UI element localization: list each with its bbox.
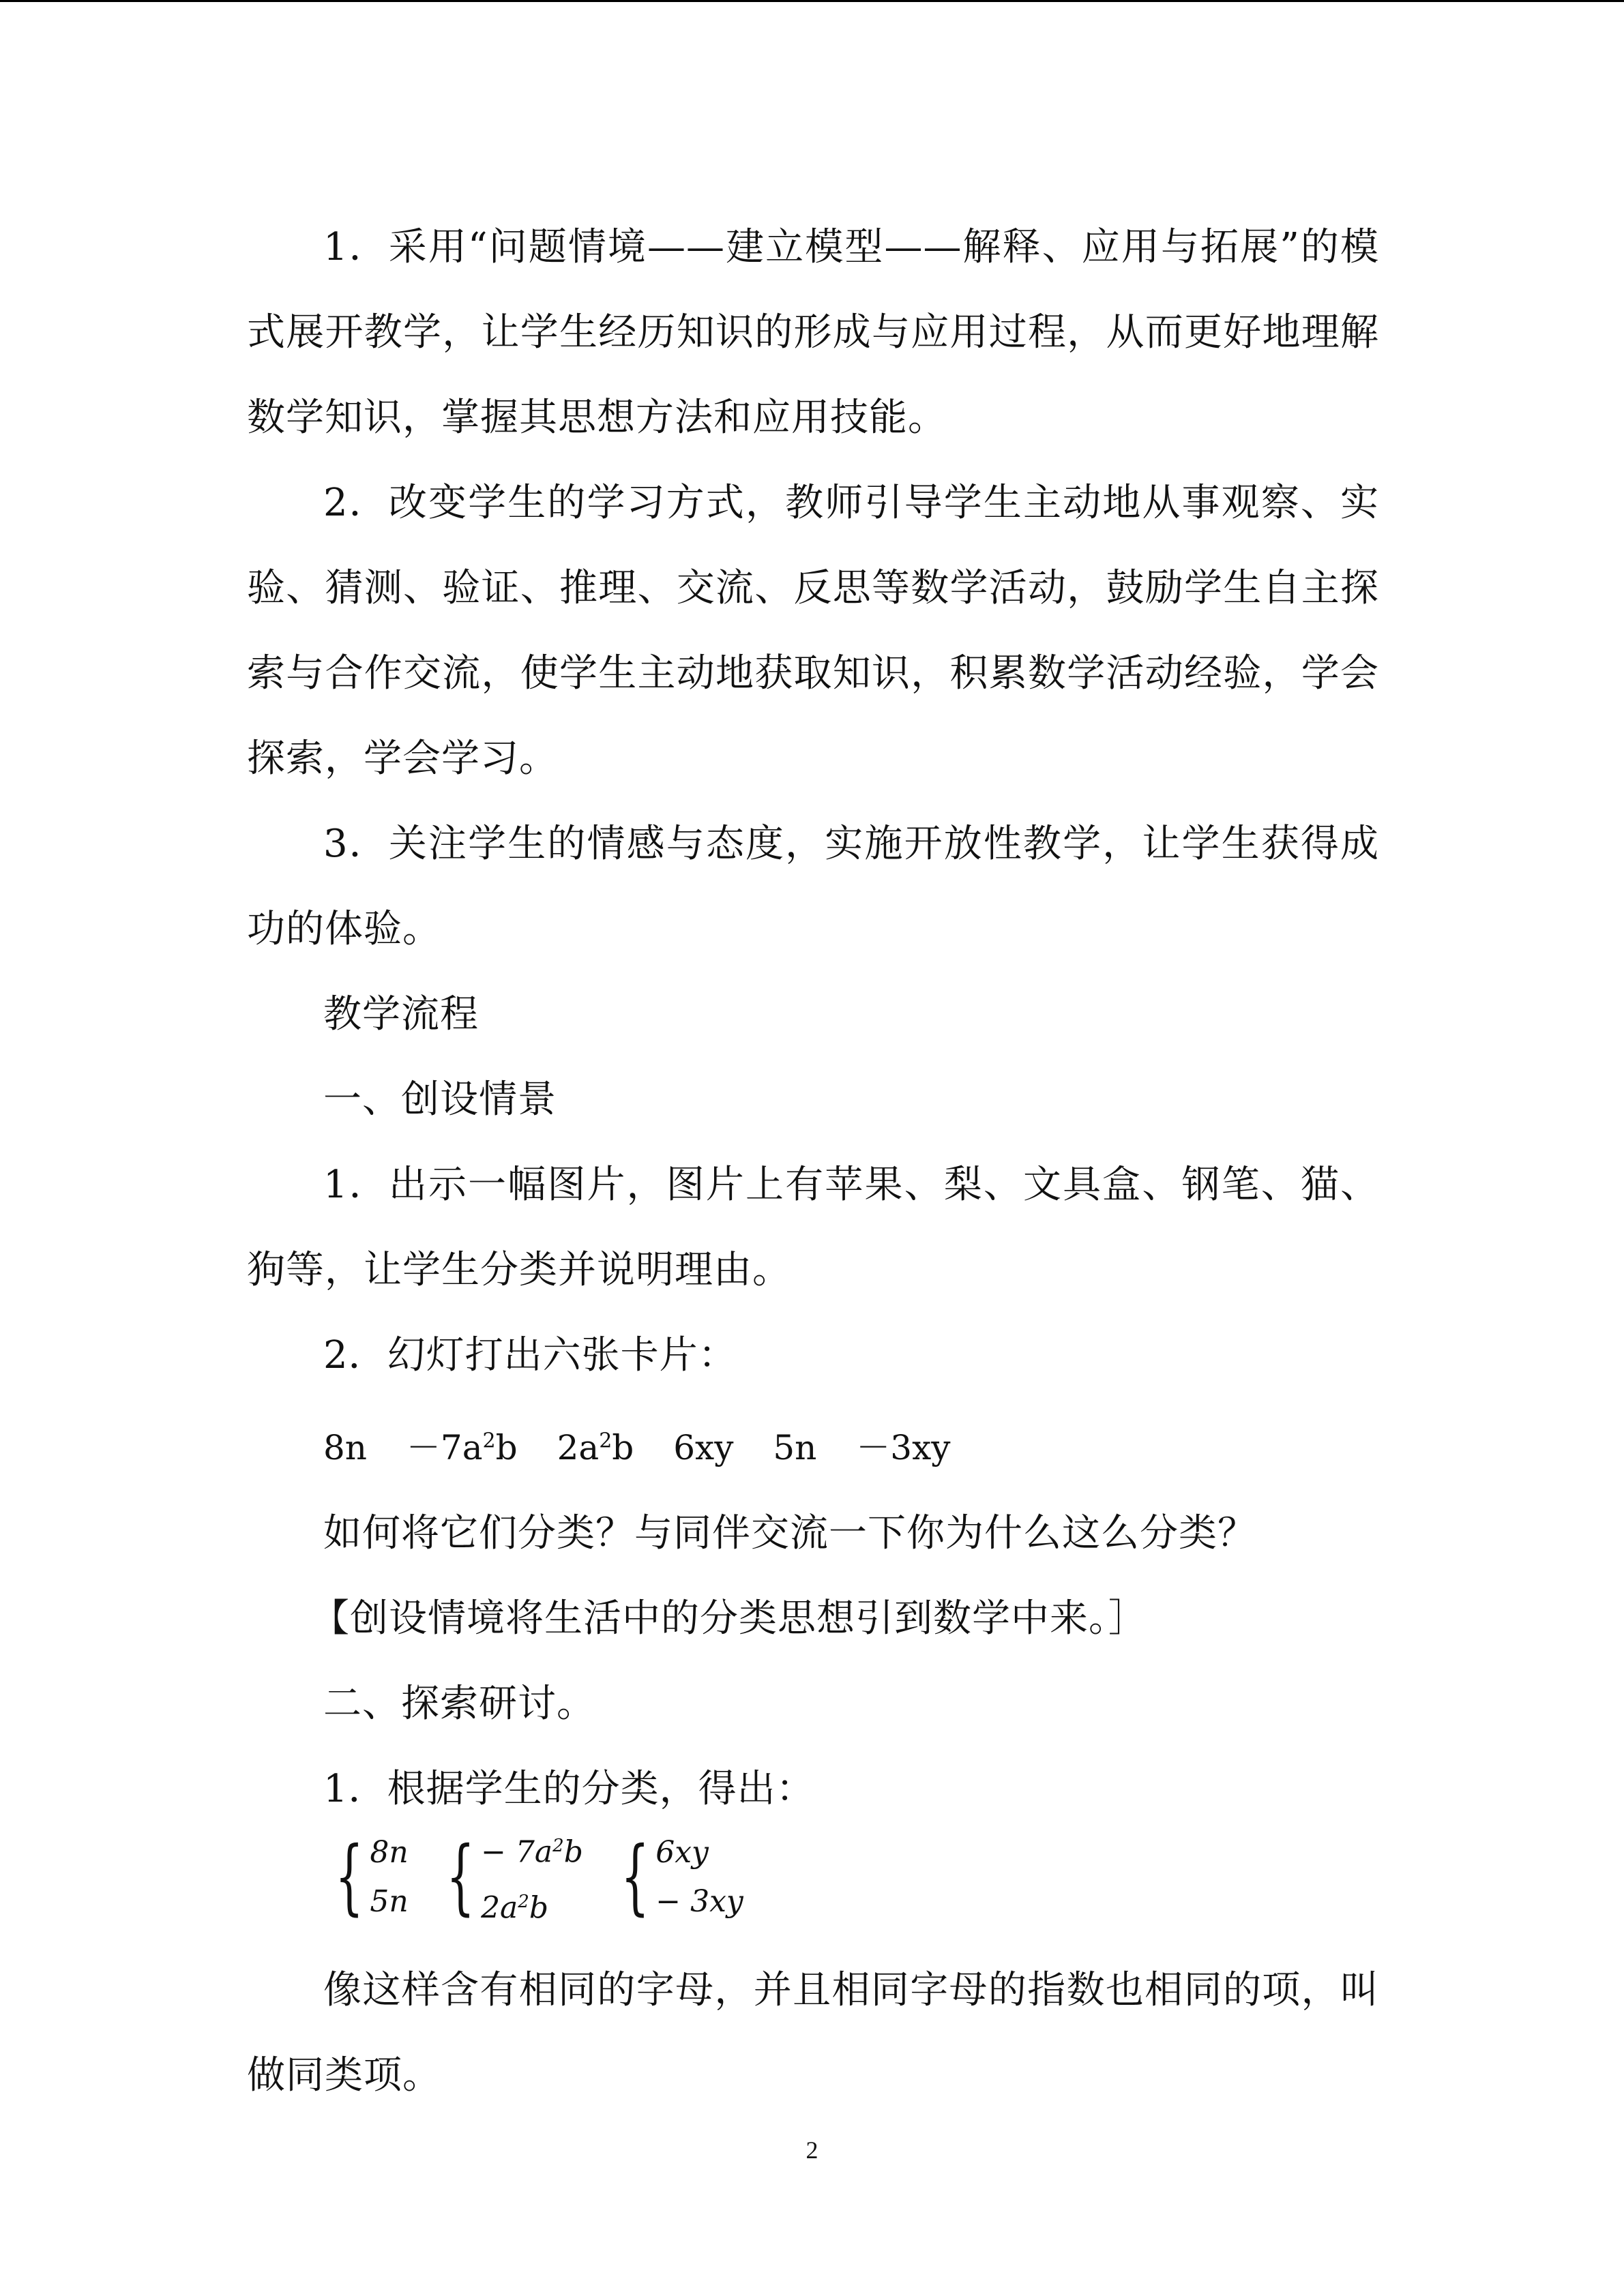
heading-explore-discuss: 二、探索研讨。: [323, 1681, 595, 1726]
group3-term1: 6xy: [655, 1835, 709, 1870]
group1-term1: 8n: [370, 1835, 409, 1870]
group-n-terms: [323, 1826, 409, 1928]
paragraph-emotion-attitude: 3．关注学生的情感与态度，实施开放性教学，让学生获得成功的体验。: [247, 822, 1379, 951]
heading-teaching-process: 教学流程: [323, 992, 479, 1037]
term-5n: 5n: [773, 1427, 817, 1467]
term-8n: 8n: [323, 1427, 368, 1467]
paragraph-teaching-mode: 1．采用“问题情境——建立模型——解释、应用与拓展”的模式展开教学，让学生经历知识的形成与应用过程，从而更好地理解数学知识，掌握其思想方法和应用技能。: [247, 225, 1379, 440]
paragraph-how-to-classify: 如何将它们分类？与同伴交流一下你为什么这么分类？: [323, 1510, 1256, 1555]
group1-term2: 5n: [370, 1884, 409, 1919]
group2-term1: − $7a^2b$: [481, 1835, 583, 1870]
term-cards-row: [323, 1398, 1379, 1491]
paragraph-learning-style: 2．改变学生的学习方式，教师引导学生主动地从事观察、实验、猜测、验证、推理、交流、反思等数学活动，鼓励学生自主探索与合作交流，使学生主动地获取知识，积累数学活动经验，学会探索，学会学习。: [247, 481, 1379, 781]
term-2a2b: $2a^2b$: [557, 1427, 634, 1467]
paragraph-like-terms-definition: 像这样含有相同的字母，并且相同字母的指数也相同的项，叫做同类项。: [247, 1967, 1379, 2098]
heading-create-scenario: 一、创设情景: [323, 1077, 557, 1122]
paragraph-classification-result: 1．根据学生的分类，得出：: [323, 1766, 815, 1811]
left-brace-icon: {: [335, 1830, 364, 1924]
page-number: 2: [806, 2136, 818, 2164]
group2-term2: $2a^2b$: [481, 1890, 549, 1926]
group-a2b-terms: [434, 1826, 583, 1928]
group3-term2: − 3xy: [655, 1884, 743, 1919]
paragraph-six-cards: 2．幻灯打出六张卡片：: [323, 1333, 737, 1377]
term-6xy: 6xy: [673, 1427, 734, 1467]
grouped-terms-formula: [323, 1826, 743, 1928]
left-brace-icon: {: [621, 1830, 650, 1924]
paragraph-design-note: 【创设情境将生活中的分类思想引到数学中来。］: [311, 1596, 1147, 1641]
term-neg7a2b: $-7a^2b$: [406, 1427, 518, 1467]
group-xy-terms: [609, 1826, 743, 1928]
top-border-line: [0, 0, 1624, 2]
left-brace-icon: {: [445, 1830, 475, 1924]
paragraph-show-picture: 1．出示一幅图片，图片上有苹果、梨、文具盒、钢笔、猫、狗等，让学生分类并说明理由。: [247, 1163, 1379, 1292]
term-neg3xy: －3xy: [856, 1427, 951, 1467]
